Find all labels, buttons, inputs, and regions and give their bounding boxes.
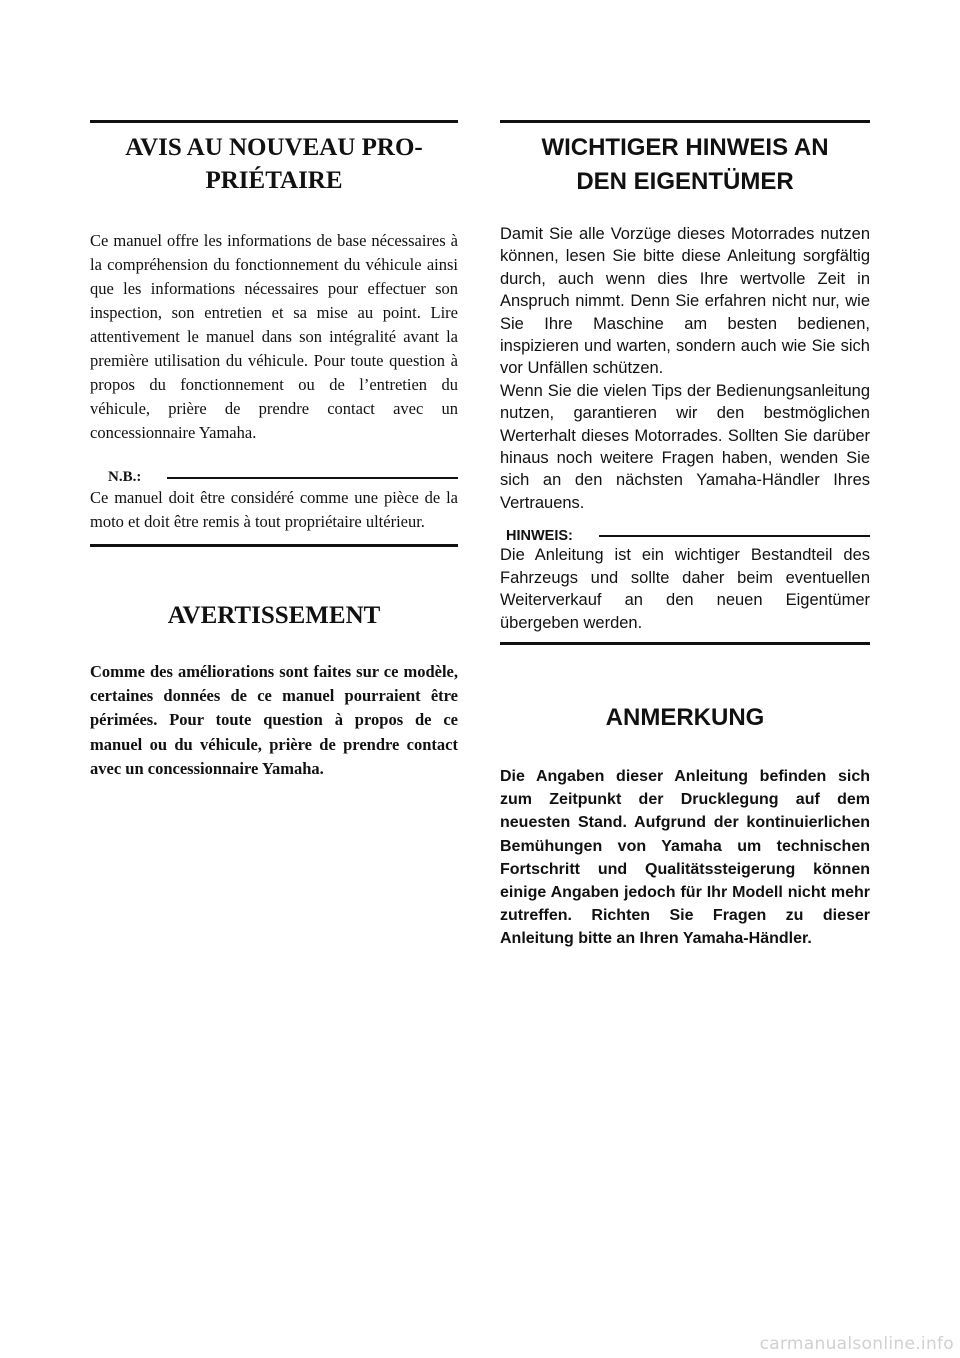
notice-body-paragraph-1: Damit Sie alle Vorzüge dieses Motorrades nutzen können, lesen Sie bitte diese Anleitung sorgfältig durch, auch wenn dies Ihre wertvolle Zeit in Anspruch nimmt. Denn Sie erfahren nicht nur, wie Sie Ihre Maschine am besten bedienen, inspizieren und warten, sondern auch wie Sie sich vor Unfällen schützen. <box>500 225 870 378</box>
remark-body: Die Angaben dieser Anleitung befinden sich zum Zeitpunkt der Drucklegung auf dem neuesten Stand. Aufgrund der kontinuierlichen Bemühungen von Yamaha um technischen Fortschritt und Qualitätssteigerung können einige Angaben jedoch für Ihr Modell nicht mehr zutreffen. Richten Sie Fragen zu dieser Anleitung bitte an Ihren Yamaha-Händler. <box>500 767 870 948</box>
note-label: N.B.: <box>108 469 142 485</box>
note-rule <box>167 477 458 479</box>
notice-title <box>90 123 458 197</box>
notice-title-line1: AVIS AU NOUVEAU PRO- <box>125 134 423 161</box>
notice-body: Ce manuel offre les informations de base nécessaires à la compréhension du fonctionnement du véhicule ainsi que les informations nécessaires pour effectuer son inspection, son entretien et sa mise au point. Lire attentivement le manuel dans son intégralité avant la première utilisation du véhicule. Pour toute question à propos du fonctionnement ou de l’entretien du véhicule, prière de prendre contact avec un concessionnaire Yamaha. <box>90 231 458 442</box>
note-body: Die Anleitung ist ein wichtiger Bestandteil des Fahrzeugs und sollte daher beim eventuellen Weiterverkauf an den neuen Eigentümer übergeben werden. <box>500 546 870 632</box>
notice-title <box>500 123 870 199</box>
note-header <box>500 528 870 544</box>
note-label: HINWEIS: <box>506 528 573 545</box>
notice-title-line2: PRIÉTAIRE <box>205 167 343 194</box>
note-end-rule <box>500 642 870 645</box>
german-column <box>500 120 870 951</box>
remark-title: ANMERKUNG <box>605 703 765 731</box>
note-body: Ce manuel doit être considéré comme une pièce de la moto et doit être remis à tout propriétaire ultérieur. <box>90 488 458 531</box>
notice-body-paragraph-2: Wenn Sie die vielen Tips der Bedienungsanleitung nutzen, garantieren wir den bestmöglichen Werterhalt dieses Motorrades. Sollten Sie darüber hinaus noch weitere Fragen haben, wenden Sie sich an den nächsten Yamaha-Händler Ihres Vertrauens. <box>500 381 870 512</box>
note-rule <box>599 535 870 537</box>
notice-title-line1: WICHTIGER HINWEIS AN <box>541 134 829 161</box>
warning-body: Comme des améliorations sont faites sur ce modèle, certaines données de ce manuel pourraient être périmées. Pour toute question à propos de ce manuel ou du véhicule, prière de prendre contact avec un concessionnaire Yamaha. <box>90 662 458 778</box>
note-end-rule <box>90 544 458 547</box>
watermark: carmanualsonline.info <box>759 1334 954 1354</box>
note-header <box>90 469 458 486</box>
notice-title-line2: DEN EIGENTÜMER <box>576 168 794 195</box>
french-column <box>90 120 458 781</box>
warning-title: AVERTISSEMENT <box>167 602 381 629</box>
